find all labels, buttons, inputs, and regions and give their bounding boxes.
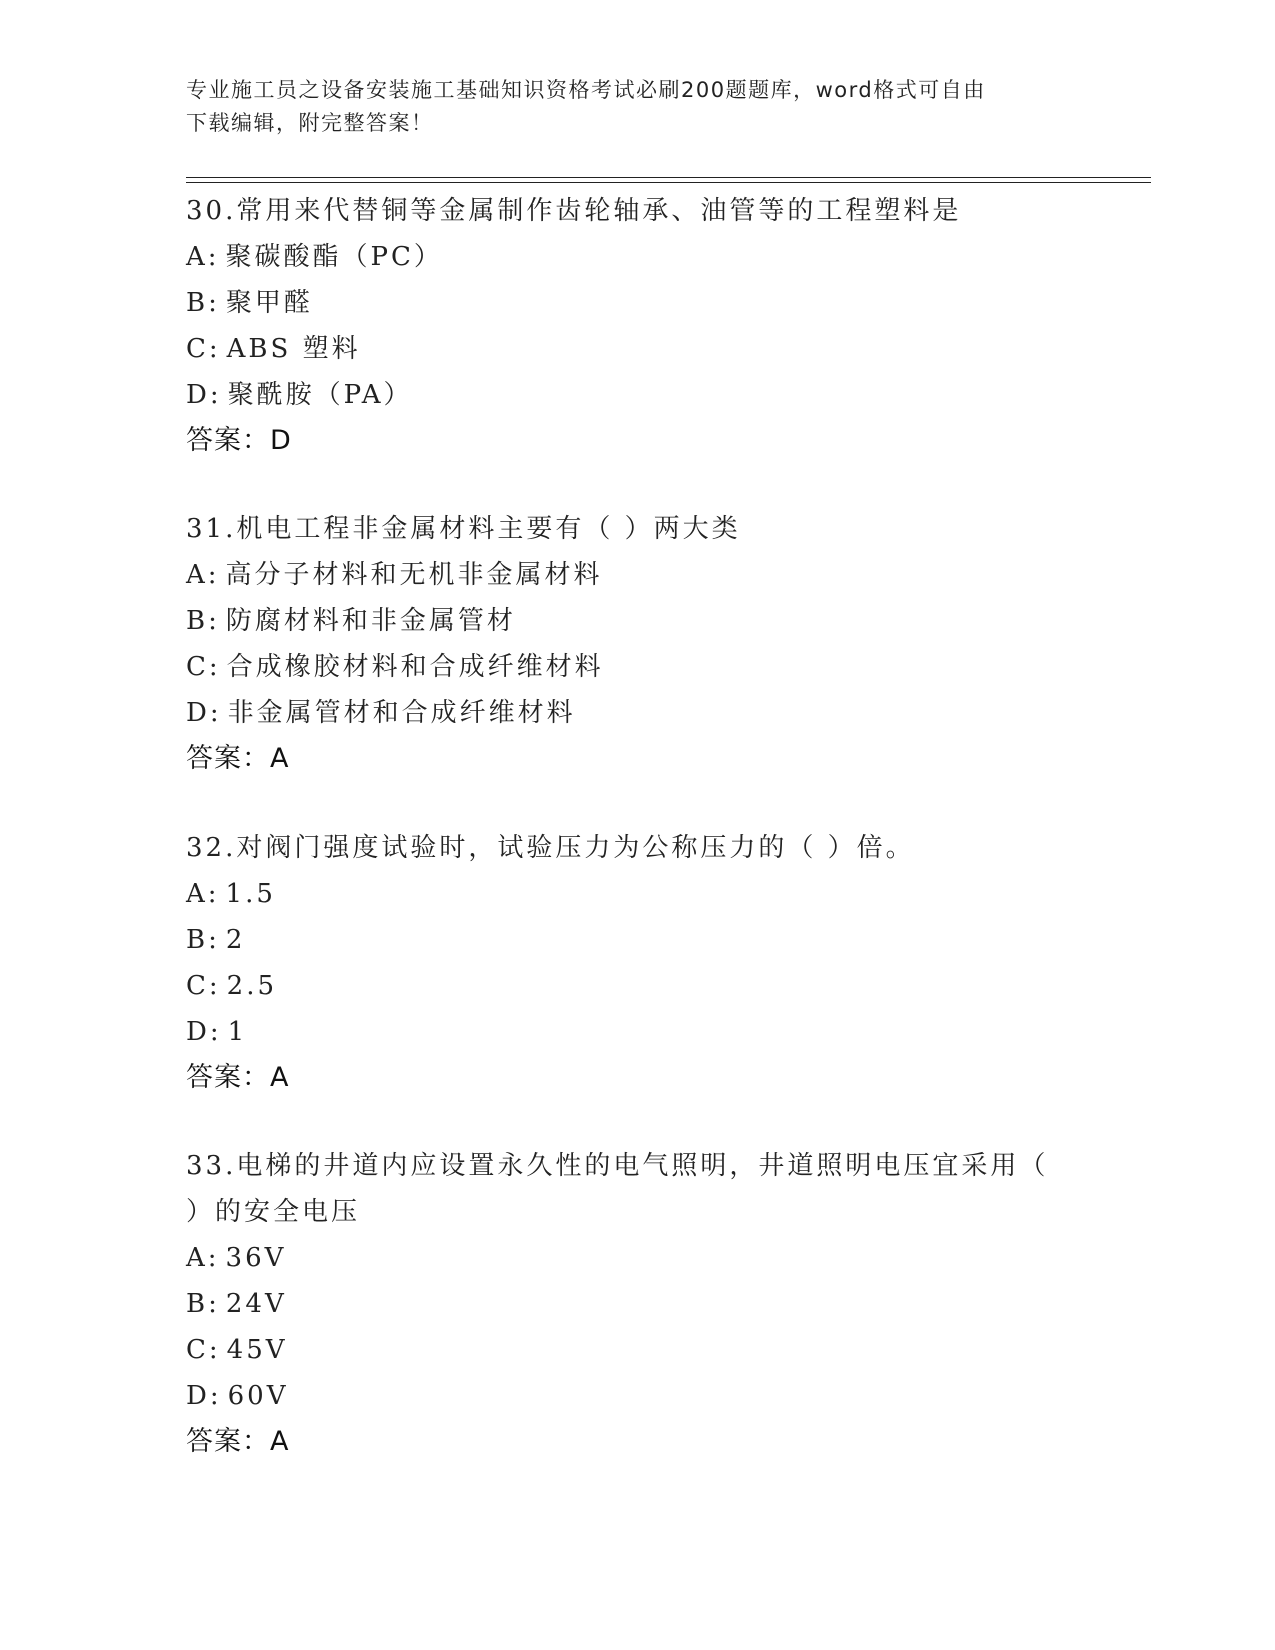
- question-33: [186, 1143, 1086, 1465]
- question-stem: [186, 825, 1086, 871]
- option-letter: B:: [186, 288, 220, 318]
- option-b: [186, 598, 1086, 644]
- option-text: 合成橡胶材料和合成纤维材料: [226, 652, 604, 682]
- question-stem-line: ）的安全电压: [186, 1197, 361, 1227]
- question-stem: [186, 506, 1086, 552]
- option-c: [186, 326, 1086, 372]
- option-c: [186, 963, 1086, 1009]
- option-d: [186, 690, 1086, 736]
- option-text: 60V: [227, 1381, 289, 1411]
- option-text: 防腐材料和非金属管材: [225, 606, 516, 636]
- option-d: [186, 1009, 1086, 1055]
- option-letter: A:: [186, 879, 220, 909]
- option-letter: D:: [186, 1017, 222, 1047]
- option-letter: B:: [186, 606, 220, 636]
- option-letter: A:: [186, 560, 220, 590]
- option-c: [186, 1327, 1086, 1373]
- option-letter: C:: [186, 1335, 221, 1365]
- option-letter: C:: [186, 334, 221, 364]
- option-letter: C:: [186, 652, 221, 682]
- question-stem-line: 31.机电工程非金属材料主要有（ ）两大类: [186, 514, 741, 544]
- option-text: ABS 塑料: [226, 334, 361, 364]
- option-d: [186, 372, 1086, 418]
- question-31: [186, 506, 1086, 782]
- option-text: 聚酰胺（PA）: [227, 380, 413, 410]
- option-letter: B:: [186, 925, 220, 955]
- header-line-1: 专业施工员之设备安装施工基础知识资格考试必刷200题题库，word格式可自由: [186, 78, 986, 102]
- option-text: 聚碳酸酯（PC）: [225, 242, 443, 272]
- option-text: 聚甲醛: [225, 288, 313, 318]
- option-text: 45V: [226, 1335, 288, 1365]
- option-text: 高分子材料和无机非金属材料: [225, 560, 603, 590]
- question-32: [186, 825, 1086, 1101]
- option-letter: D:: [186, 1381, 222, 1411]
- option-text: 1.5: [225, 879, 276, 909]
- option-a: [186, 552, 1086, 598]
- question-stem-line: 30.常用来代替铜等金属制作齿轮轴承、油管等的工程塑料是: [186, 196, 962, 226]
- option-letter: D:: [186, 380, 222, 410]
- option-text: 非金属管材和合成纤维材料: [227, 698, 576, 728]
- option-letter: A:: [186, 1243, 220, 1273]
- option-letter: C:: [186, 971, 221, 1001]
- answer-label: 答案：A: [186, 1062, 290, 1093]
- question-stem-line: 33.电梯的井道内应设置永久性的电气照明，井道照明电压宜采用（: [186, 1151, 1049, 1181]
- option-text: 2.5: [226, 971, 278, 1001]
- option-a: [186, 1235, 1086, 1281]
- option-text: 24V: [225, 1289, 287, 1319]
- option-c: [186, 644, 1086, 690]
- option-a: [186, 871, 1086, 917]
- header-divider-top: [186, 177, 1151, 178]
- option-text: 1: [227, 1017, 248, 1047]
- option-letter: B:: [186, 1289, 220, 1319]
- question-stem: [186, 1143, 1086, 1235]
- option-letter: D:: [186, 698, 222, 728]
- option-letter: A:: [186, 242, 220, 272]
- document-header: [186, 74, 1066, 140]
- header-line-2: 下载编辑，附完整答案！: [186, 111, 434, 135]
- option-b: [186, 280, 1086, 326]
- question-stem: [186, 188, 1086, 234]
- header-divider-bottom: [186, 182, 1151, 183]
- option-a: [186, 234, 1086, 280]
- option-text: 36V: [225, 1243, 287, 1273]
- option-text: 2: [225, 925, 246, 955]
- answer-label: 答案：A: [186, 1426, 290, 1457]
- answer-label: 答案：A: [186, 743, 290, 774]
- answer-label: 答案：D: [186, 425, 292, 456]
- question-30: [186, 188, 1086, 464]
- option-b: [186, 917, 1086, 963]
- option-b: [186, 1281, 1086, 1327]
- option-d: [186, 1373, 1086, 1419]
- question-stem-line: 32.对阀门强度试验时，试验压力为公称压力的（ ）倍。: [186, 833, 915, 863]
